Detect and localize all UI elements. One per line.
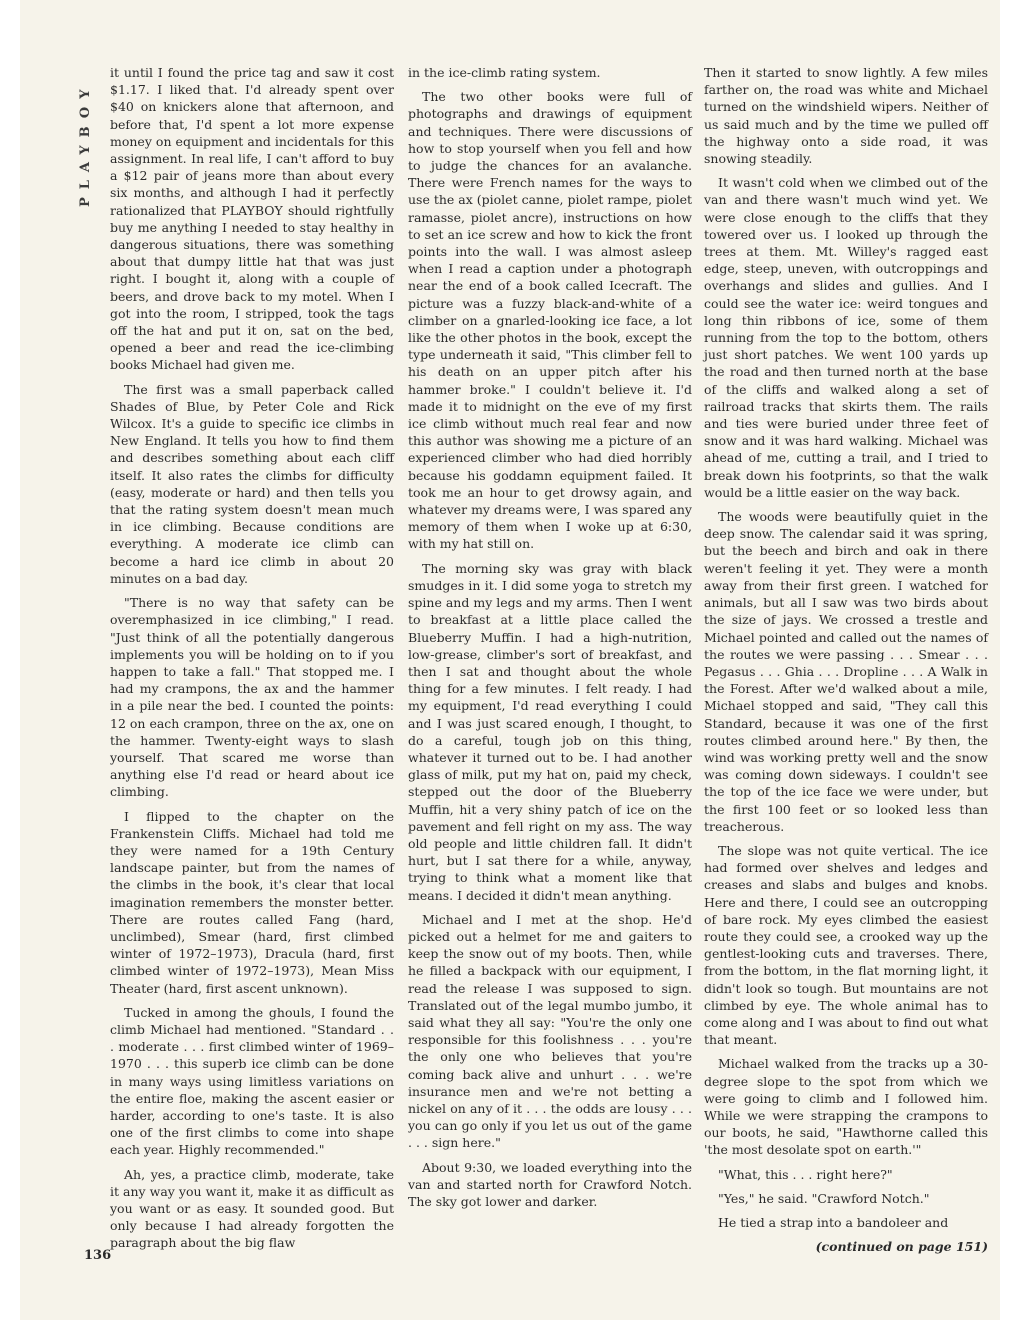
text-column-1 xyxy=(110,64,394,1259)
paragraph: Then it started to snow lightly. A few miles farther on, the road was white and Michael turned on the windshield wipers. Neither of us said much and by the time we pulled off the highway onto a side road, it was snowing steadily. xyxy=(704,65,988,167)
paragraph: Michael walked from the tracks up a 30-degree slope to the spot from which we were going to climb and I followed him. While we were strapping the crampons to our boots, he said, "Hawthorne called this 'the most desolate spot on earth.'" xyxy=(704,1056,988,1158)
magazine-page xyxy=(20,0,1000,1320)
paragraph: About 9:30, we loaded everything into the van and started north for Crawford Notch. The sky got lower and darker. xyxy=(408,1159,692,1209)
continued-line: (continued on page 151) xyxy=(815,1239,988,1255)
paragraph: I flipped to the chapter on the Frankenstein Cliffs. Michael had told me they were named for a 19th Century landscape painter, but from the names of the climbs in the book, it's clear that local imagination remembers the monster better. There are routes called Fang (hard, unclimbed), Smear (hard, first climbed winter of 1972–1973), Dracula (hard, first climbed winter of 1972–1973), Mean Miss Theater (hard, first ascent unknown). xyxy=(110,808,394,996)
paragraph: "Yes," he said. "Crawford Notch." xyxy=(718,1190,930,1206)
paragraph: in the ice-climb rating system. xyxy=(408,65,601,80)
paragraph: "There is no way that safety can be overemphasized in ice climbing," I read. "Just think of all the potentially dangerous implements you will be holding on to if you happen to take a fall." That stopped me. I had my crampons, the ax and the hammer in a pile near the bed. I counted the points: 12 on each crampon, three on the ax, one on the hammer. Twenty-eight ways to slash yourself. That scared me worse than anything else I'd read or heard about ice climbing. xyxy=(110,595,394,800)
paragraph: Tucked in among the ghouls, I found the climb Michael had mentioned. "Standard . . . moderate . . . first climbed winter of 1969–1970 . . . this superb ice climb can be done in many ways using limitless variations on the entire floe, making the ascent easier or harder, according to one's taste. It is also one of the first climbs to come into shape each year. Highly recommended." xyxy=(110,1004,394,1158)
page-number: 136 xyxy=(84,1248,112,1263)
paragraph: Ah, yes, a practice climb, moderate, take it any way you want it, make it as difficult as you want or as easy. It sounded good. But only because I had already forgotten the paragraph about the big flaw xyxy=(110,1166,394,1251)
paragraph: The first was a small paperback called Shades of Blue, by Peter Cole and Rick Wilcox. It's a guide to specific ice climbs in New England. It tells you how to find them and describes something about each cliff itself. It also rates the climbs for difficulty (easy, moderate or hard) and then tells you that the rating system doesn't mean much in ice climbing. Because conditions are everything. A moderate ice climb can become a hard ice climb in about 20 minutes on a bad day. xyxy=(110,381,394,586)
text-column-3 xyxy=(704,64,988,1262)
paragraph: it until I found the price tag and saw it cost $1.17. I liked that. I'd already spent over $40 on knickers alone that afternoon, and before that, I'd spent a lot more expense money on equipment and incidentals for this assignment. In real life, I can't afford to buy a $12 pair of jeans more than about every six months, and although I had it perfectly rationalized that PLAYBOY should rightfully buy me anything I needed to stay healthy in dangerous situations, there was something about that dumpy little hat that was just right. I bought it, along with a couple of beers, and drove back to my motel. When I got into the room, I stripped, took the tags off the hat and put it on, sat on the bed, opened a beer and read the ice-climbing books Michael had given me. xyxy=(110,65,394,373)
paragraph: It wasn't cold when we climbed out of the van and there wasn't much wind yet. We were close enough to the cliffs that they towered over us. I looked up through the trees at them. Mt. Willey's ragged east edge, steep, uneven, with outcroppings and overhangs and slides and gullies. And I could see the water ice: weird tongues and long thin ribbons of ice, some of them running from the top to the bottom, others just short patches. We went 100 yards up the road and then turned north at the base of the cliffs and walked along a set of railroad tracks that skirts them. The rails and ties were buried under three feet of snow and it was hard walking. Michael was ahead of me, cutting a trail, and I tried to break down his footprints, so that the walk would be a little easier on the way back. xyxy=(704,175,988,500)
paragraph: He tied a strap into a bandoleer and xyxy=(718,1215,949,1230)
paragraph: The morning sky was gray with black smudges in it. I did some yoga to stretch my spine and my legs and my arms. Then I went to breakfast at a little place called the Blueberry Muffin. I had a high-nutrition, low-grease, climber's sort of breakfast, and then I sat and thought about the whole thing for a few minutes. I felt ready. I had my equipment, I'd read everything I could and I was just scared enough, I thought, to do a careful, tough job on this thing, whatever it turned out to be. I had another glass of milk, put my hat on, paid my check, stepped out the door of the Blueberry Muffin, hit a very shiny patch of ice on the pavement and fell right on my ass. The way old people and little children fall. It didn't hurt, but I sat there for a while, anyway, trying to think what a moment like that means. I decided it didn't mean anything. xyxy=(408,560,692,903)
paragraph: The woods were beautifully quiet in the deep snow. The calendar said it was spring, but the beech and birch and oak in there weren't feeling it yet. They were a month away from their first green. I watched for animals, but all I saw was two birds about the size of jays. We crossed a trestle and Michael pointed and called out the names of the routes we were passing . . . Smear . . . Pegasus . . . Ghia . . . Dropline . . . A Walk in the Forest. After we'd walked about a mile, Michael stopped and said, "They call this Standard, because it was one of the first routes climbed around here." By then, the wind was working pretty well and the snow was coming down sideways. I couldn't see the top of the ice face we were under, but the first 100 feet or so looked less than treacherous. xyxy=(704,509,988,834)
masthead-playboy: PLAYBOY xyxy=(78,81,93,207)
paragraph: The two other books were full of photographs and drawings of equipment and techniques. There were discussions of how to stop yourself when you fell and how to judge the chances for an avalanche. There were French names for the ways to use the ax (piolet canne, piolet rampe, piolet ramasse, piolet ancre), instructions on how to set an ice screw and how to kick the front points into the wall. I was almost asleep when I read a caption under a photograph near the end of a book called Icecraft. The picture was a fuzzy black-and-white of a climber on a gnarled-looking ice face, a lot like the other photos in the book, except the type underneath it said, "This climber fell to his death on an upper pitch after his hammer broke." I couldn't believe it. I'd made it to midnight on the eve of my first ice climb without much real fear and now this author was showing me a picture of an experienced climber who had died horribly because his goddamn equipment failed. It took me an hour to get drowsy again, and whatever my dreams were, I was spared any memory of them when I woke up at 6:30, with my hat still on. xyxy=(408,89,692,552)
paragraph: Michael and I met at the shop. He'd picked out a helmet for me and gaiters to keep the snow out of my boots. Then, while he filled a backpack with our equipment, I read the release I was supposed to sign. Translated out of the legal mumbo jumbo, it said what they all say: "You're the only one responsible for this foolishness . . . you're the only one who believes that you're coming back alive and unhurt . . . we're insurance men and we're not betting a nickel on any of it . . . the odds are lousy . . . you can go only if you let us out of the game . . . sign here." xyxy=(408,911,692,1151)
paragraph: "What, this . . . right here?" xyxy=(718,1166,893,1182)
paragraph: The slope was not quite vertical. The ice had formed over shelves and ledges and creases and slabs and bulges and knobs. Here and there, I could see an outcropping of bare rock. My eyes climbed the easiest route they could see, a crooked way up the gentlest-looking cuts and traverses. There, from the bottom, in the flat morning light, it didn't look so tough. But mountains are not climbed by eye. The whole animal has to come along and I was about to find out what that meant. xyxy=(704,842,988,1048)
text-column-2 xyxy=(408,64,692,1217)
